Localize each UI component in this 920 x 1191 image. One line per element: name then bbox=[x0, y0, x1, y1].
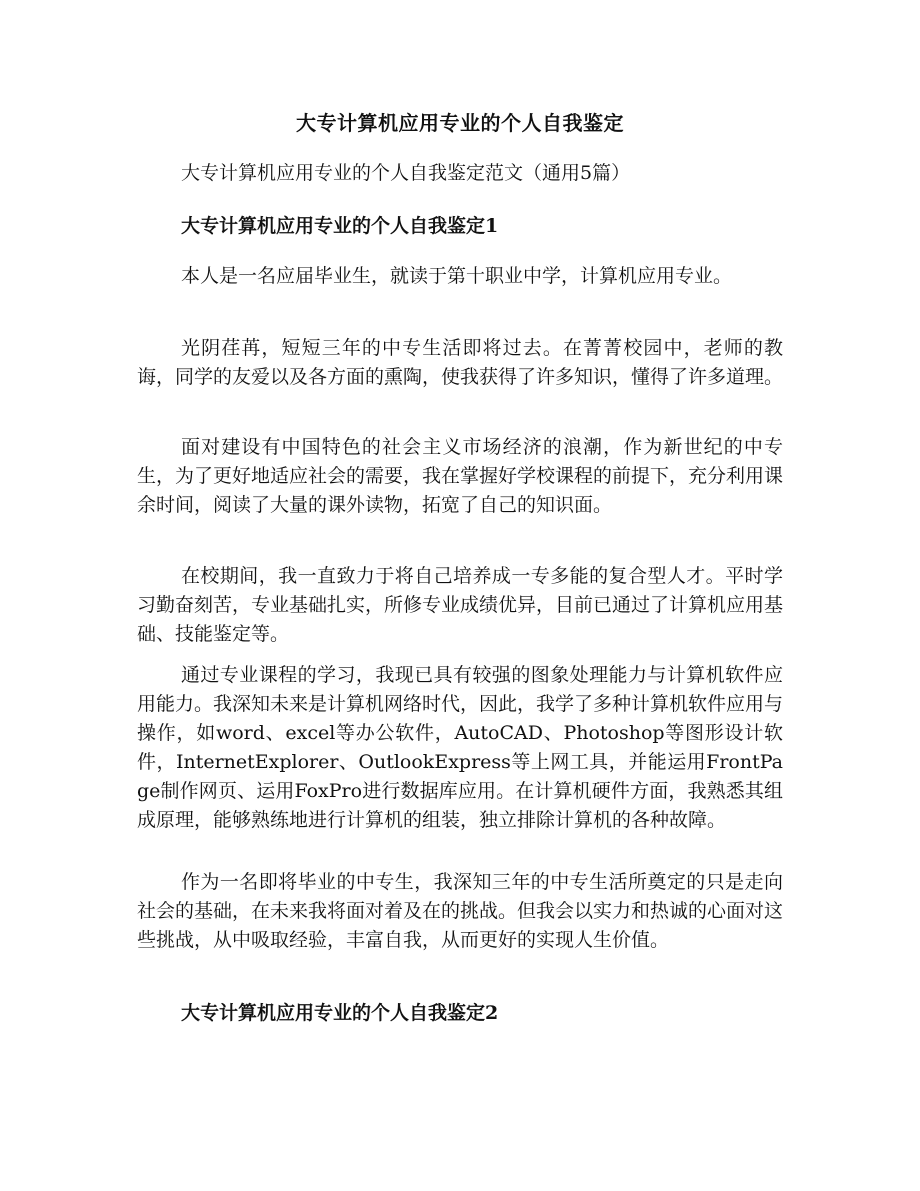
paragraph-6: 作为一名即将毕业的中专生，我深知三年的中专生活所奠定的只是走向社会的基础，在未来我将面对着及在的挑战。但我会以实力和热诚的心面对这些挑战，从中吸取经验，丰富自我，从而更好的实现人生价值。 bbox=[137, 871, 784, 951]
paragraph-1: 本人是一名应届毕业生，就读于第十职业中学，计算机应用专业。 bbox=[181, 265, 733, 287]
paragraph-4: 在校期间，我一直致力于将自己培养成一专多能的复合型人才。平时学习勤奋刻苦，专业基础扎实，所修专业成绩优异，目前已通过了计算机应用基础、技能鉴定等。 bbox=[137, 565, 784, 645]
paragraph-5: 通过专业课程的学习，我现已具有较强的图象处理能力与计算机软件应用能力。我深知未来是计算机网络时代，因此，我学了多种计算机软件应用与操作，如word、excel等办公软件，AutoCAD、Photoshop等图形设计软件，InternetExplorer、OutlookExpress等上网工具，并能运用FrontPage制作网页、运用FoxPro进行数据库应用。在计算机硬件方面，我熟悉其组成原理，能够熟练地进行计算机的组装，独立排除计算机的各种故障。 bbox=[137, 664, 784, 831]
paragraph-2: 光阴荏苒，短短三年的中专生活即将过去。在菁菁校园中，老师的教诲，同学的友爱以及各方面的熏陶，使我获得了许多知识，懂得了许多道理。 bbox=[137, 337, 784, 388]
section-heading-2: 大专计算机应用专业的个人自我鉴定2 bbox=[181, 1002, 499, 1024]
document-subtitle: 大专计算机应用专业的个人自我鉴定范文（通用5篇） bbox=[181, 162, 631, 184]
paragraph-3: 面对建设有中国特色的社会主义市场经济的浪潮，作为新世纪的中专生，为了更好地适应社会的需要，我在掌握好学校课程的前提下，充分利用课余时间，阅读了大量的课外读物，拓宽了自己的知识面。 bbox=[137, 436, 784, 516]
document-title: 大专计算机应用专业的个人自我鉴定 bbox=[296, 111, 624, 135]
section-heading-1: 大专计算机应用专业的个人自我鉴定1 bbox=[181, 215, 499, 237]
